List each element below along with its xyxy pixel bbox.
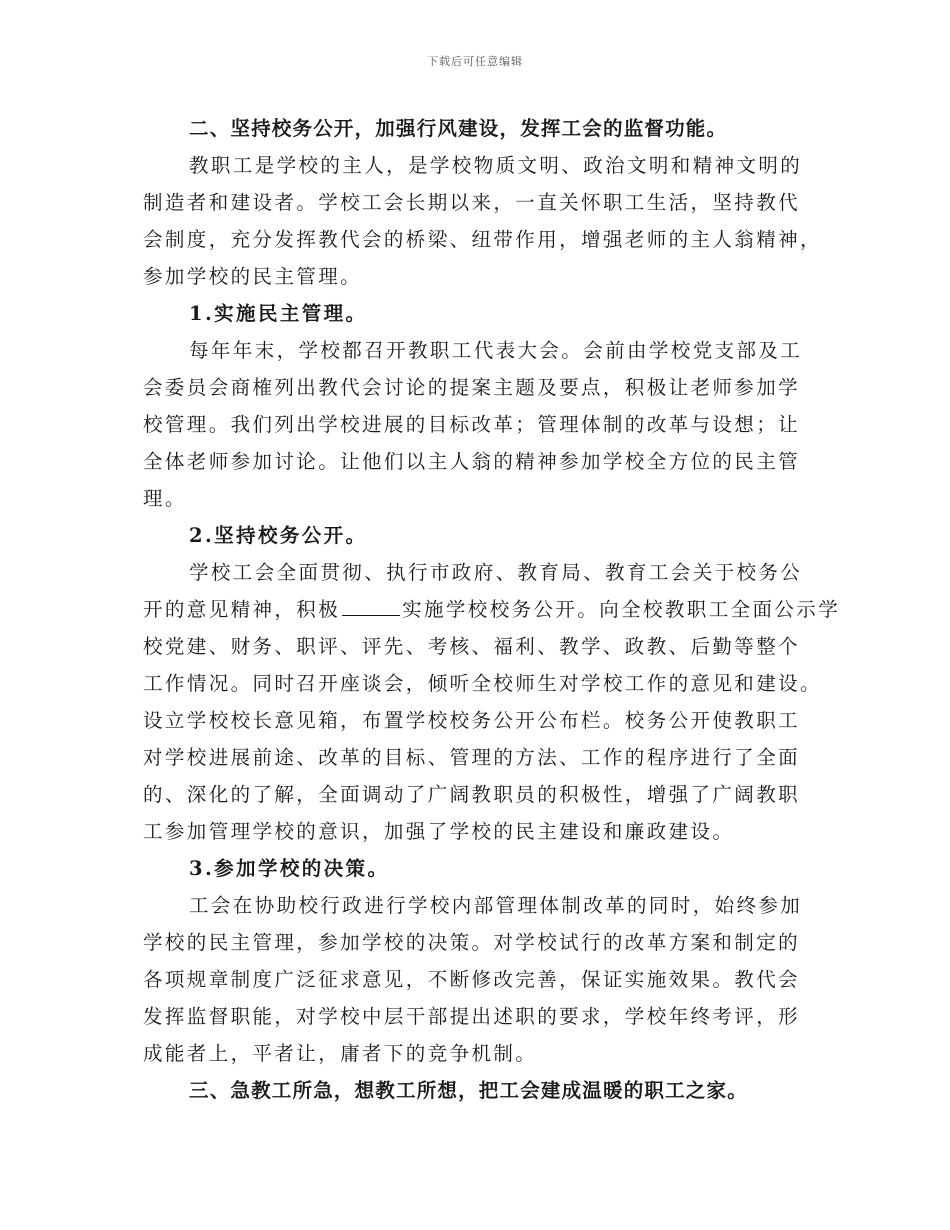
paragraph-line: 学校的民主管理，参加学校的决策。对学校试行的改革方案和制定的 (143, 931, 801, 954)
item-2-heading: 2.坚持校务公开。 (189, 524, 368, 547)
paragraph-line: 发挥监督职能，对学校中层干部提出述职的要求，学校年终考评，形 (143, 1005, 801, 1028)
item-1-paragraph (143, 332, 810, 517)
paragraph-line: 会制度，充分发挥教代会的桥梁、纽带作用，增强老师的主人翁精神， (143, 228, 822, 251)
section-3-heading: 三、急教工所急，想教工所想，把工会建成温暖的职工之家。 (189, 1079, 748, 1102)
fill-in-blank (342, 597, 400, 616)
paragraph-line: 设立学校校长意见箱，布置学校校务公开公布栏。校务公开使教职工 (143, 709, 801, 732)
paragraph-line: 理。 (143, 487, 187, 510)
paragraph-line: 对学校进展前途、改革的目标、管理的方法、工作的程序进行了全面 (143, 746, 801, 769)
paragraph-line: 教职工是学校的主人，是学校物质文明、政治文明和精神文明的 (189, 154, 803, 177)
item-3-heading: 3.参加学校的决策。 (189, 857, 390, 880)
document-body (143, 110, 841, 1109)
text-after-blank: 实施学校校务公开。向全校教职工全面公示学 (402, 598, 841, 621)
paragraph-line: 的、深化的了解，全面调动了广阔教职员的积极性，增强了广阔教职 (143, 783, 801, 806)
paragraph-line: 工作情况。同时召开座谈会，倾听全校师生对学校工作的意见和建设。 (143, 672, 822, 695)
section-2-heading: 二、坚持校务公开，加强行风建设，发挥工会的监督功能。 (189, 117, 728, 140)
paragraph-line: 工会在协助校行政进行学校内部管理体制改革的同时，始终参加 (189, 894, 803, 917)
paragraph-line: 各项规章制度广泛征求意见，不断修改完善，保证实施效果。教代会 (143, 968, 801, 991)
paragraph-line: 校党建、财务、职评、评先、考核、福利、教学、政教、后勤等整个 (143, 635, 801, 658)
item-2-paragraph (143, 554, 841, 850)
paragraph-line: 参加学校的民主管理。 (143, 265, 363, 288)
paragraph-line: 制造者和建设者。学校工会长期以来，一直关怀职工生活，坚持教代 (143, 191, 801, 214)
header-note: 下载后可任意编辑 (427, 55, 523, 68)
paragraph-line: 每年年末，学校都召开教职工代表大会。会前由学校党支部及工 (189, 339, 803, 362)
paragraph-line: 全体老师参加讨论。让他们以主人翁的精神参加学校全方位的民主管 (143, 450, 801, 473)
paragraph-line-with-blank (143, 591, 841, 628)
paragraph-line: 会委员会商榷列出教代会讨论的提案主题及要点，积极让老师参加学 (143, 376, 801, 399)
text-before-blank: 开的意见精神，积极 (143, 598, 341, 621)
paragraph-line: 工参加管理学校的意识，加强了学校的民主建设和廉政建设。 (143, 820, 735, 843)
item-3-paragraph (143, 887, 810, 1072)
paragraph-line: 校管理。我们列出学校进展的目标改革；管理体制的改革与设想；让 (143, 413, 801, 436)
paragraph-line: 成能者上，平者让，庸者下的竞争机制。 (143, 1042, 538, 1065)
section-2-intro-paragraph (143, 147, 822, 295)
item-1-heading: 1.实施民主管理。 (189, 302, 368, 325)
paragraph-line: 学校工会全面贯彻、执行市政府、教育局、教育工会关于校务公 (189, 561, 803, 584)
